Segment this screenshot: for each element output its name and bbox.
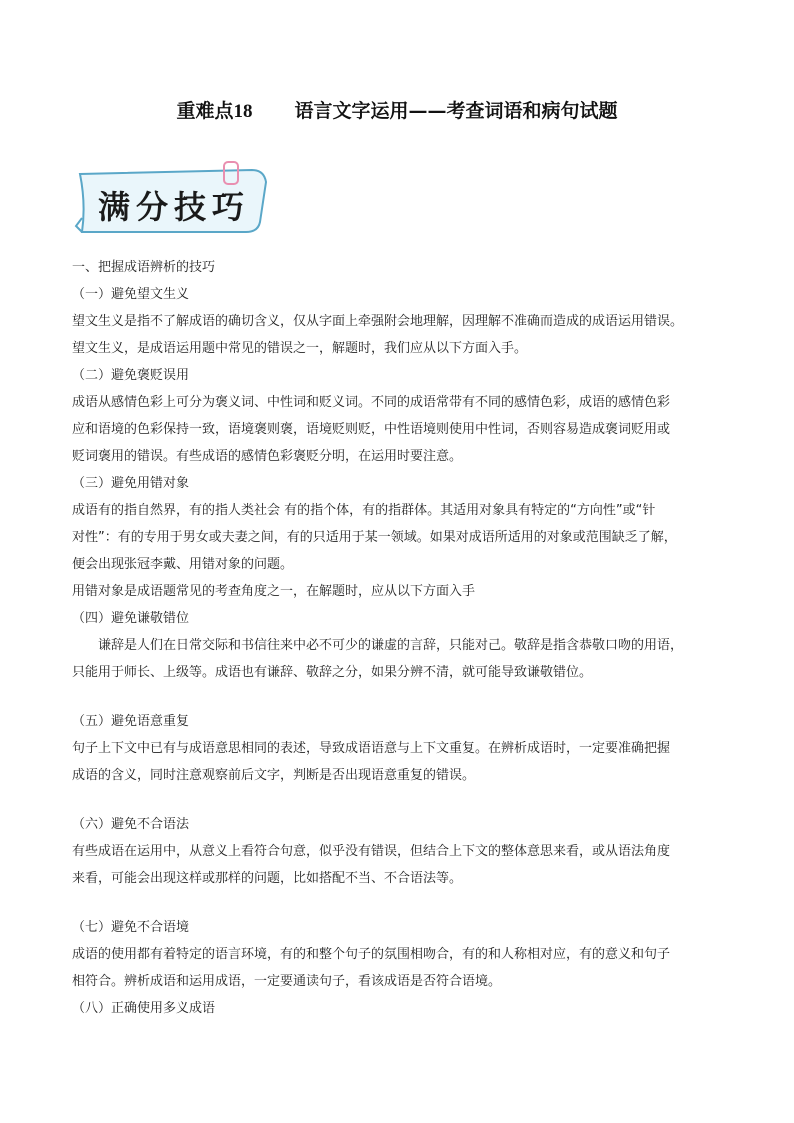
body-line: 句子上下文中已有与成语意思相同的表述，导致成语语意与上下文重复。在辨析成语时，一定要准确把握 xyxy=(72,741,671,756)
body-line: 成语的含义，同时注意观察前后文字，判断是否出现语意重复的错误。 xyxy=(72,768,476,783)
body-line: 成语从感情色彩上可分为褒义词、中性词和贬义词。不同的成语常带有不同的感情色彩，成语的感情色彩 xyxy=(72,395,671,410)
body-line: 望文生义是指不了解成语的确切含义，仅从字面上牵强附会地理解，因理解不准确而造成的成语运用错误。 xyxy=(72,314,684,329)
body-line: 有些成语在运用中，从意义上看符合句意，似乎没有错误，但结合上下文的整体意思来看，或从语法角度 xyxy=(72,844,671,859)
body-line: 应和语境的色彩保持一致，语境褒则褒，语境贬则贬，中性语境则使用中性词，否则容易造成褒词贬用或 xyxy=(72,422,671,437)
subsection-heading: （一）避免望文生义 xyxy=(72,287,190,302)
title-main: 语言文字运用——考查词语和病句试题 xyxy=(294,100,618,122)
body-line: 便会出现张冠李戴、用错对象的问题。 xyxy=(72,557,294,572)
body-line: 相符合。辨析成语和运用成语，一定要通读句子，看该成语是否符合语境。 xyxy=(72,974,502,989)
body-line: 谦辞是人们在日常交际和书信往来中必不可少的谦虚的言辞，只能对己。敬辞是指含恭敬口吻的用语， xyxy=(98,638,684,653)
subsection-heading: （八）正确使用多义成语 xyxy=(72,1001,216,1016)
document-body xyxy=(72,254,732,1022)
page-title xyxy=(0,96,794,123)
subsection-heading: （七）避免不合语境 xyxy=(72,920,190,935)
subsection-heading: （五）避免语意重复 xyxy=(72,714,190,729)
banner-label: 满分技巧 xyxy=(98,188,251,226)
title-prefix: 重难点 xyxy=(176,100,234,122)
body-line: 贬词褒用的错误。有些成语的感情色彩褒贬分明，在运用时要注意。 xyxy=(72,449,463,464)
subsection-heading: （三）避免用错对象 xyxy=(72,476,190,491)
body-line: 来看，可能会出现这样或那样的问题，比如搭配不当、不合语法等。 xyxy=(72,871,463,886)
body-line: 成语的使用都有着特定的语言环境，有的和整个句子的氛围相吻合，有的和人称相对应，有的意义和句子 xyxy=(72,947,671,962)
body-line: 用错对象是成语题常见的考查角度之一，在解题时，应从以下方面入手 xyxy=(72,584,476,599)
body-line: 只能用于师长、上级等。成语也有谦辞、敬辞之分，如果分辨不清，就可能导致谦敬错位。 xyxy=(72,665,593,680)
title-number: 18 xyxy=(233,101,253,122)
body-line: 成语有的指自然界，有的指人类社会 有的指个体，有的指群体。其适用对象具有特定的“方向性”或“针 xyxy=(72,503,656,518)
body-line: 望文生义，是成语运用题中常见的错误之一，解题时，我们应从以下方面入手。 xyxy=(72,341,528,356)
body-line: 对性”：有的专用于男女或夫妻之间，有的只适用于某一领域。如果对成语所适用的对象或范围缺乏了解， xyxy=(72,530,677,545)
section-heading: 一、把握成语辨析的技巧 xyxy=(72,260,216,275)
subsection-heading: （六）避免不合语法 xyxy=(72,817,190,832)
subsection-heading: （二）避免褒贬误用 xyxy=(72,368,190,383)
subsection-heading: （四）避免谦敬错位 xyxy=(72,611,190,626)
